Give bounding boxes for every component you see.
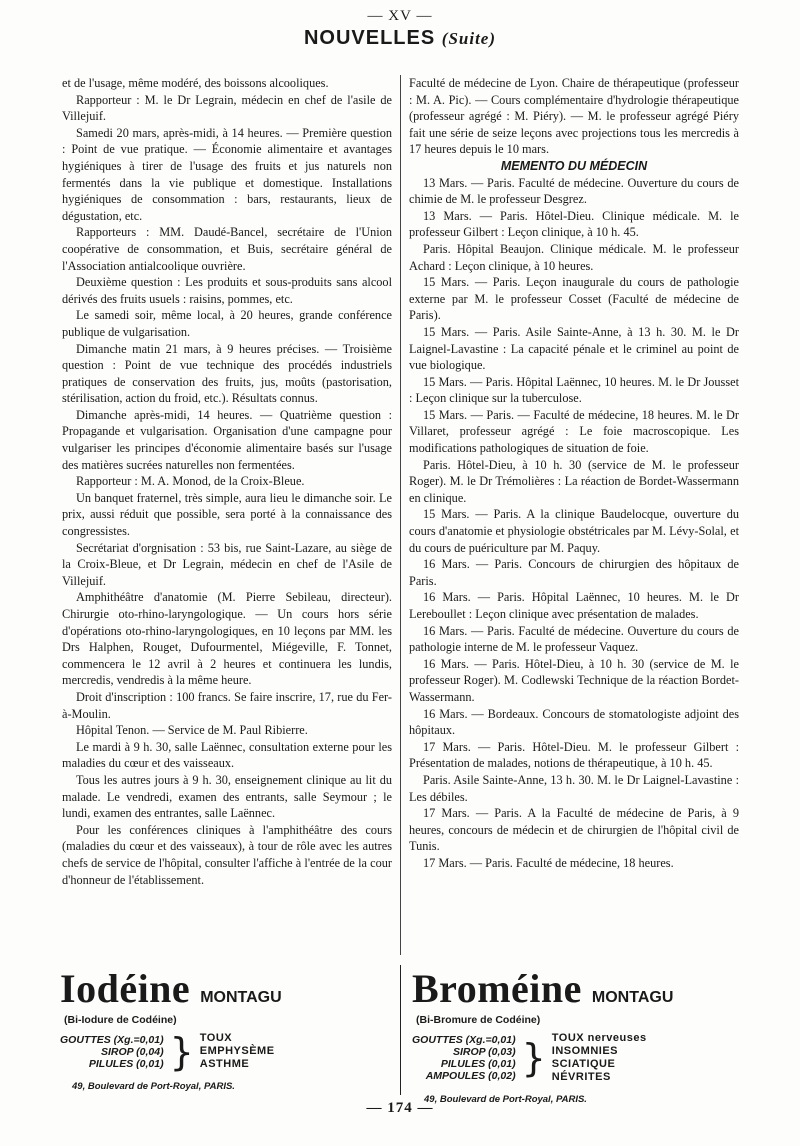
dosage-form: GOUTTES (Xg.=0,01) <box>412 1034 516 1046</box>
ad-heading <box>60 968 395 1010</box>
memento-entry: 17 Mars. — Paris. Hôtel-Dieu. M. le professeur Gilbert : Présentation de malades, notions de thérapeutique, à 10 h. 45. <box>409 739 739 771</box>
paragraph: Pour les conférences cliniques à l'amphithéâtre des cours (maladies du cœur et des vaisseaux), à tour de rôle avec les autres chefs de service de l'hôpital, consulter l'affiche à l'entrée de la cour d'honneur de l'établissement. <box>62 822 392 887</box>
page-header <box>0 8 800 50</box>
paragraph: Deuxième question : Les produits et sous-produits sans alcool dérivés des fruits usuels : raisins, pommes, etc. <box>62 275 392 306</box>
page-title <box>0 27 800 50</box>
ad-address: 49, Boulevard de Port-Royal, PARIS. <box>72 1081 235 1092</box>
paragraph: Samedi 20 mars, après-midi, à 14 heures. — Première question : Point de vue pratique. — Économie alimentaire et avantages hygiéniques à tirer de l'usage des fruits et jus naturels non fermentés dans la vie publique et domestique. Installations hygiéniques de consommation : bars, restaurants, lieux de dégustation, etc. <box>62 125 392 223</box>
memento-entry: 16 Mars. — Paris. Hôpital Laënnec, 10 heures. M. le Dr Lereboullet : Leçon clinique avec présentation de malades. <box>409 590 739 621</box>
indication: ASTHME <box>199 1058 250 1070</box>
ad-heading <box>412 968 752 1010</box>
paragraph: Rapporteurs : MM. Daudé-Bancel, secrétaire de l'Union coopérative de consommation, et Buis, secrétaire général de l'Association antialcoolique ouvrière. <box>62 225 392 273</box>
brace-symbol: } <box>521 1036 546 1080</box>
ad-address: 49, Boulevard de Port-Royal, PARIS. <box>424 1094 587 1105</box>
section-heading: MEMENTO DU MÉDECIN <box>500 158 648 173</box>
paragraph: Secrétariat d'orgnisation : 53 bis, rue Saint-Lazare, au siège de la Croix-Bleue, et Dr Legrain, médecin en chef de l'Asile de Villejuif. <box>62 540 392 588</box>
indication: EMPHYSÈME <box>199 1045 275 1057</box>
indication: INSOMNIES <box>551 1045 618 1057</box>
dosage-form: PILULES (0,01) <box>88 1057 164 1070</box>
memento-entry: 16 Mars. — Paris. Hôtel-Dieu, à 10 h. 30 (service de M. le professeur Roger). M. Codlewski Technique de la réaction Bordet-Wassermann. <box>409 656 739 704</box>
indication: TOUX nerveuses <box>551 1032 647 1044</box>
memento-entry: 15 Mars. — Paris. Asile Sainte-Anne, à 13 h. 30. M. le Dr Laignel-Lavastine : La capacité pénale et le criminel au point de vue biologique. <box>409 324 739 373</box>
dosage-form: SIROP (0,03) <box>452 1046 516 1058</box>
dosage-form: GOUTTES (Xg.=0,01) <box>60 1033 164 1046</box>
paragraph: et de l'usage, même modéré, des boissons alcooliques. <box>62 76 329 90</box>
paragraph: Rapporteur : M. A. Monod, de la Croix-Bleue. <box>76 474 305 489</box>
memento-entry: 13 Mars. — Paris. Hôtel-Dieu. Clinique médicale. M. le professeur Gilbert : Leçon clinique, à 10 h. 45. <box>409 208 739 240</box>
title-text: NOUVELLES <box>303 27 436 49</box>
memento-entry: Paris. Hôpital Beaujon. Clinique médicale. M. le professeur Achard : Leçon clinique, à 10 heures. <box>409 241 739 273</box>
memento-entry: 15 Mars. — Paris. A la clinique Baudelocque, ouverture du cours d'anatomie et physiologie obstétricales par M. Lévy-Solal, et du cours de puériculture par M. Paquy. <box>409 507 739 555</box>
paragraph: Rapporteur : M. le Dr Legrain, médecin en chef de l'asile de Villejuif. <box>62 92 392 124</box>
brace-symbol: } <box>169 1029 194 1074</box>
paragraph: Amphithéâtre d'anatomie (M. Pierre Sebileau, directeur). Chirurgie oto-rhino-laryngologique. — Un cours hors série d'opérations oto-rhino-laryngologiques, en 10 leçons par MM. les Drs Halphen, Rouget, Dufourmentel, Miégeville, F. Tonnet, commencera le 12 avril à 2 heures et continuera les lundis, mercredis, vendredis à la même heure. <box>62 590 392 688</box>
brand-name: MONTAGU <box>591 989 674 1006</box>
memento-entry: 16 Mars. — Bordeaux. Concours de stomatologiste adjoint des hôpitaux. <box>409 706 739 738</box>
indications <box>200 1032 275 1071</box>
memento-entry: 16 Mars. — Paris. Concours de chirurgien des hôpitaux de Paris. <box>409 557 739 588</box>
ad-body <box>412 1032 752 1084</box>
paragraph: Le samedi soir, même local, à 20 heures, grande conférence publique de vulgarisation. <box>62 308 392 339</box>
section-number: — XV — <box>367 8 433 24</box>
product-name: Broméine <box>412 966 582 1011</box>
dosage-forms <box>60 1034 164 1070</box>
paragraph: Dimanche après-midi, 14 heures. — Quatrième question : Propagande et vulgarisation. Organisation d'une campagne pour vulgariser les principes d'économie alimentaire basés sur l'usage des matières sucrées naturelles non fermentées. <box>62 407 392 472</box>
product-name: Iodéine <box>60 966 191 1011</box>
memento-entry: 17 Mars. — Paris. A la Faculté de médecine de Paris, à 9 heures, concours de médecin et de chirurgien de l'hôpital civil de Tunis. <box>409 806 739 854</box>
dosage-form: PILULES (0,01) <box>440 1058 516 1070</box>
iodeine-advertisement <box>60 968 395 1093</box>
memento-entry: Paris. Asile Sainte-Anne, 13 h. 30. M. le Dr Laignel-Lavastine : Les débiles. <box>409 772 739 804</box>
memento-entry: 15 Mars. — Paris. — Faculté de médecine, 18 heures. M. le Dr Villaret, professeur agrégé : Le foie macroscopique. Les modifications pathologiques de situation de foie. <box>409 407 739 456</box>
paragraph: Droit d'inscription : 100 francs. Se faire inscrire, 17, rue du Fer-à-Moulin. <box>62 689 392 721</box>
indications <box>552 1032 647 1084</box>
dosage-form: AMPOULES (0,02) <box>425 1070 516 1082</box>
paragraph: Hôpital Tenon. — Service de M. Paul Ribierre. <box>76 723 308 738</box>
memento-entry: 13 Mars. — Paris. Faculté de médecine. Ouverture du cours de chimie de M. le professeur Desgrez. <box>409 175 739 207</box>
product-subtitle: (Bi-Bromure de Codéine) <box>416 1014 541 1026</box>
indication: NÉVRITES <box>551 1071 611 1083</box>
paragraph: Tous les autres jours à 9 h. 30, enseignement clinique au lit du malade. Le vendredi, examen des entrants, salle Seymour ; le lundi, examen des entrantes, salle Laënnec. <box>62 772 392 821</box>
column-divider <box>400 75 401 955</box>
indication: TOUX <box>199 1032 233 1044</box>
paragraph: Dimanche matin 21 mars, à 9 heures précises. — Troisième question : Point de vue technique des procédés industriels pratiques de conservation des fruits, jus, moûts (pastorisation, stérilisation, action du froid, etc.). Résultats connus. <box>62 341 392 406</box>
right-column <box>409 75 739 872</box>
memento-entry: 15 Mars. — Paris. Leçon inaugurale du cours de pathologie externe par M. le professeur Cosset (Faculté de médecine de Paris). <box>409 275 739 323</box>
left-column <box>62 75 392 888</box>
dosage-form: SIROP (0,04) <box>100 1045 164 1058</box>
memento-entry: 15 Mars. — Paris. Hôpital Laënnec, 10 heures. M. le Dr Jousset : Leçon clinique sur la tuberculose. <box>409 374 739 406</box>
product-subtitle: (Bi-Iodure de Codéine) <box>64 1014 177 1026</box>
page-number: — 174 — <box>366 1100 434 1116</box>
paragraph: Un banquet fraternel, très simple, aura lieu le dimanche soir. Le prix, aussi réduit que possible, sera porté à la connaissance des congressistes. <box>62 490 392 539</box>
indication: SCIATIQUE <box>551 1058 616 1070</box>
memento-entry: 17 Mars. — Paris. Faculté de médecine, 18 heures. <box>423 855 674 870</box>
ad-body <box>60 1029 395 1074</box>
brand-name: MONTAGU <box>200 989 282 1006</box>
title-suite: (Suite) <box>441 29 497 48</box>
paragraph: Faculté de médecine de Lyon. Chaire de thérapeutique (professeur : M. A. Pic). — Cours complémentaire d'hydrologie thérapeutique (professeur agrégé : M. Piéry). — M. le professeur agrégé Piéry fait une série de seize leçons avec projections tous les mercredis à 17 heures depuis le 10 mars. <box>409 76 739 157</box>
memento-entry: Paris. Hôtel-Dieu, à 10 h. 30 (service de M. le professeur Roger). M. le Dr Trémolières : La réaction de Bordet-Wassermann en clinique. <box>409 457 739 505</box>
dosage-forms <box>412 1034 516 1082</box>
paragraph: Le mardi à 9 h. 30, salle Laënnec, consultation externe pour les maladies du cœur et des vaisseaux. <box>62 739 392 771</box>
memento-entry: 16 Mars. — Paris. Faculté de médecine. Ouverture du cours de pathologie interne de M. le professeur Vaquez. <box>409 623 739 655</box>
bromeine-advertisement <box>412 966 752 1105</box>
ad-divider <box>400 965 401 1095</box>
